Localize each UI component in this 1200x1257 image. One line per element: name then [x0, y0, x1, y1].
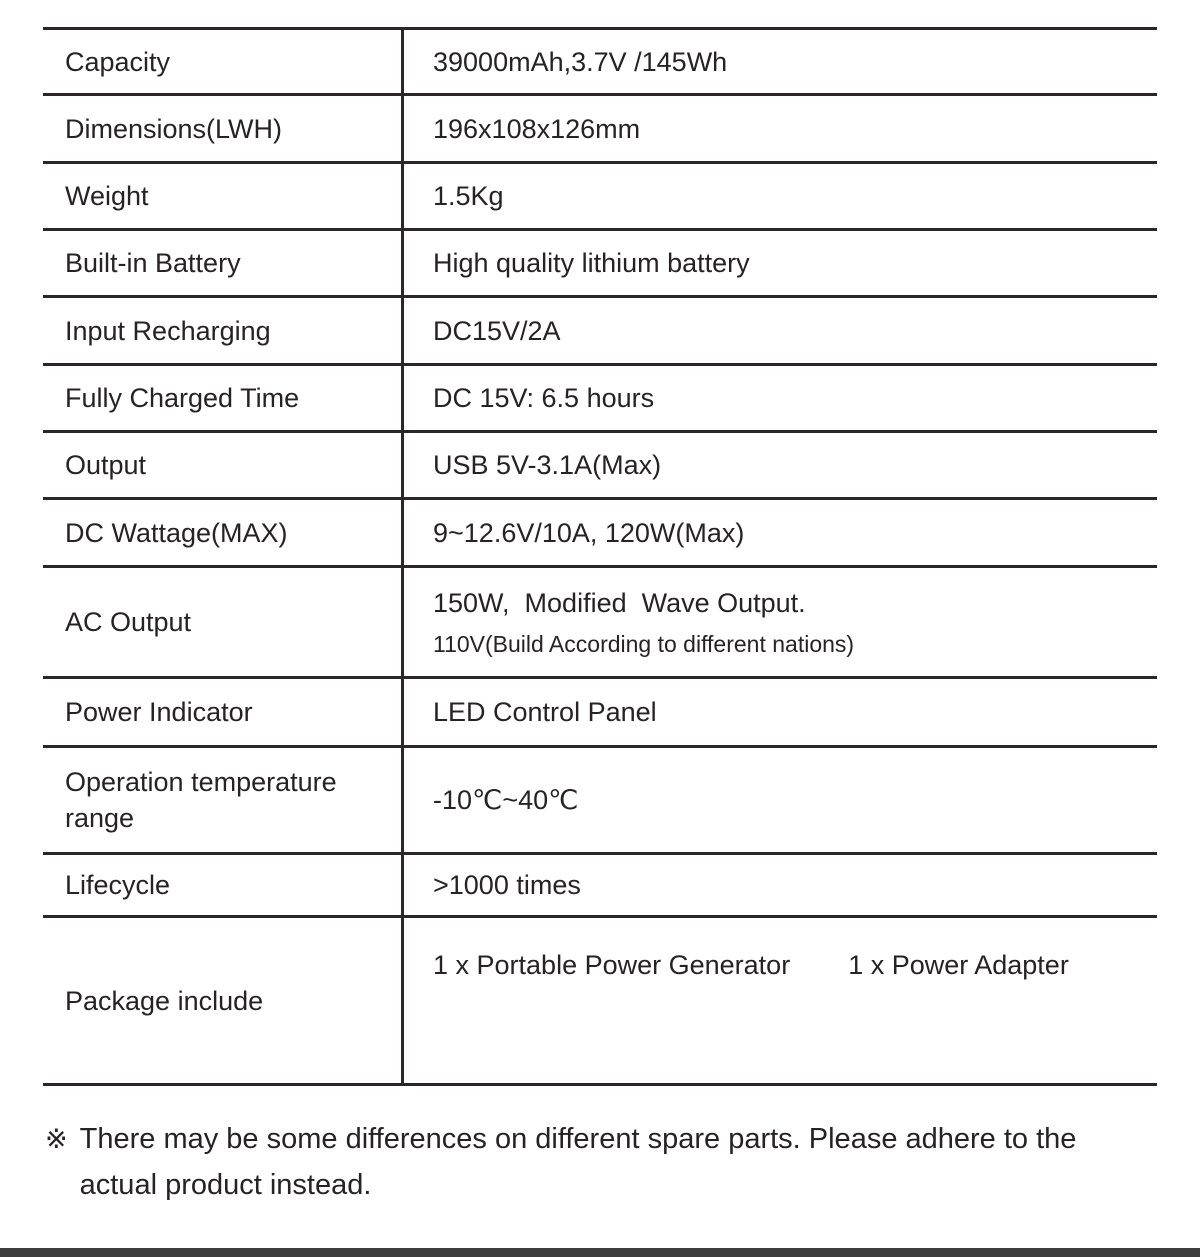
spec-value-package-item: 1 x Power Adapter — [848, 950, 1069, 980]
spec-label: Input Recharging — [65, 315, 271, 346]
spec-row-battery — [43, 231, 1157, 298]
spec-row-weight — [43, 164, 1157, 231]
spec-row-operation-temperature — [43, 748, 1157, 855]
spec-row-capacity — [43, 30, 1157, 96]
spec-value-cell — [401, 30, 1157, 93]
spec-label: Weight — [65, 181, 149, 211]
spec-label: DC Wattage(MAX) — [65, 517, 288, 548]
spec-row-input-recharging — [43, 298, 1157, 366]
spec-label: Dimensions(LWH) — [65, 113, 283, 144]
spec-label: AC Output — [65, 607, 192, 637]
spec-value-cell — [401, 298, 1157, 363]
spec-row-dimensions — [43, 96, 1157, 164]
spec-value-cell — [401, 679, 1157, 745]
spec-row-power-indicator — [43, 679, 1157, 748]
footnote-line: actual product instead. — [79, 1169, 372, 1201]
spec-label: Lifecycle — [65, 870, 171, 900]
spec-value-cell — [401, 568, 1157, 676]
spec-value: -10℃~40℃ — [433, 785, 579, 815]
spec-value-cell — [401, 918, 1157, 1083]
spec-value-cell — [401, 96, 1157, 161]
spec-label: Package include — [65, 985, 264, 1016]
spec-value: USB 5V-3.1A(Max) — [433, 450, 662, 480]
spec-label: Capacity — [65, 46, 171, 77]
spec-label: Fully Charged Time — [65, 383, 300, 413]
footnote-line: There may be some differences on different spare parts. Please adhere to the — [79, 1123, 1077, 1155]
footnote-text — [80, 1116, 1077, 1208]
spec-value-cell — [401, 855, 1157, 915]
spec-value: 150W, Modified Wave Output. — [433, 588, 806, 618]
spec-label: Built-in Battery — [65, 248, 241, 278]
spec-value: 9~12.6V/10A, 120W(Max) — [433, 517, 745, 548]
spec-value-cell — [401, 433, 1157, 497]
spec-row-package-include — [43, 918, 1157, 1086]
reference-mark-icon: ※ — [45, 1124, 68, 1154]
spec-value: DC15V/2A — [433, 315, 561, 346]
spec-value: 1.5Kg — [433, 181, 504, 211]
spec-value-cell — [401, 500, 1157, 565]
spec-row-charged-time — [43, 366, 1157, 433]
spec-label: Operation temperature range — [65, 767, 337, 833]
bottom-bar — [0, 1248, 1200, 1257]
spec-value: High quality lithium battery — [433, 248, 750, 278]
spec-row-ac-output — [43, 568, 1157, 679]
spec-value-cell — [401, 231, 1157, 295]
spec-row-output — [43, 433, 1157, 500]
spec-row-lifecycle — [43, 855, 1157, 918]
spec-value: 196x108x126mm — [433, 113, 641, 144]
spec-row-dc-wattage — [43, 500, 1157, 568]
spec-value: 39000mAh,3.7V /145Wh — [433, 46, 728, 77]
spec-value: LED Control Panel — [433, 697, 657, 727]
spec-value: >1000 times — [433, 870, 581, 900]
spec-value-cell — [401, 164, 1157, 228]
spec-value: DC 15V: 6.5 hours — [433, 383, 655, 413]
spec-value-cell — [401, 748, 1157, 852]
spec-table — [43, 27, 1157, 1086]
spec-label: Output — [65, 450, 147, 480]
spec-value-cell — [401, 366, 1157, 430]
spec-value-secondary: 110V(Build According to different nations) — [433, 631, 855, 657]
spec-label: Power Indicator — [65, 697, 253, 727]
spec-value-package-item: 1 x Portable Power Generator — [433, 950, 791, 980]
footnote — [45, 1116, 1155, 1208]
